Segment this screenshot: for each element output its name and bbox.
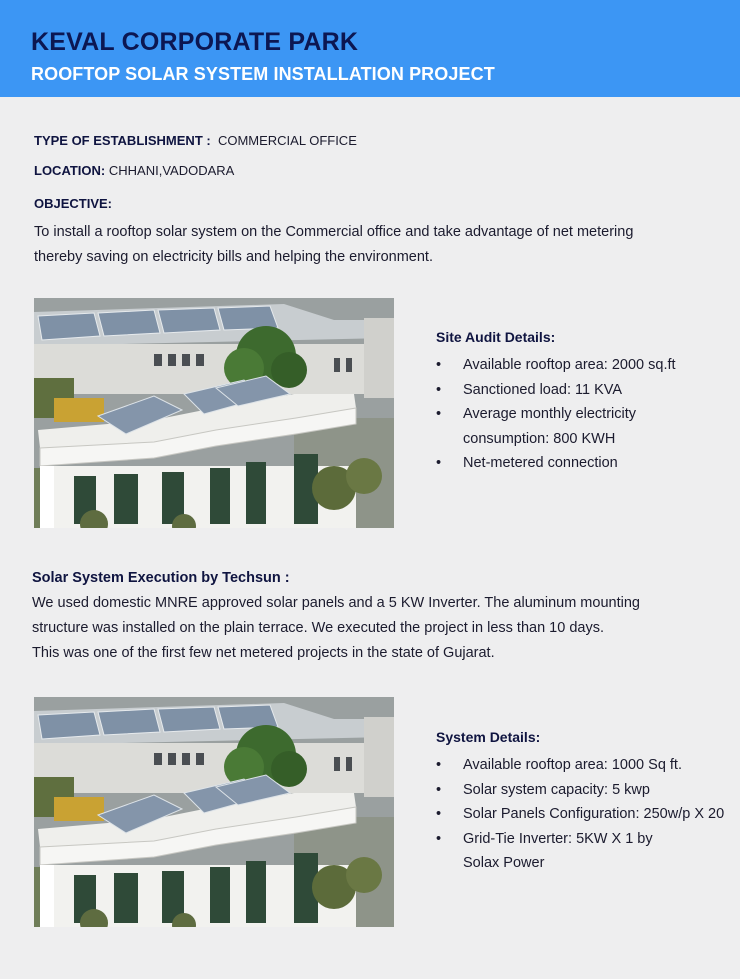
page-title: KEVAL CORPORATE PARK	[31, 28, 359, 56]
bullet-icon: •	[436, 757, 442, 773]
site-audit-title: Site Audit Details:	[436, 329, 556, 345]
building-photo-1-image	[34, 298, 394, 528]
building-photo-1	[34, 298, 394, 528]
establishment-value: COMMERCIAL OFFICE	[217, 133, 357, 148]
execution-line: We used domestic MNRE approved solar panels and a 5 KW Inverter. The aluminum mounting	[32, 595, 640, 611]
objective-row	[34, 196, 112, 211]
list-item: • Net-metered connection	[436, 451, 736, 476]
execution-text	[32, 591, 722, 666]
list-item: • Average monthly electricity consumption: 800 KWH	[436, 402, 686, 451]
page-subtitle: ROOFTOP SOLAR SYSTEM INSTALLATION PROJECT	[31, 64, 495, 84]
list-item: • Sanctioned load: 11 KVA	[436, 378, 736, 403]
system-details-list	[436, 753, 736, 876]
execution-line: This was one of the first few net metered projects in the state of Gujarat.	[32, 645, 495, 661]
list-item: • Solar system capacity: 5 kwp	[436, 778, 736, 803]
building-photo-2	[34, 697, 394, 927]
list-item: • Available rooftop area: 1000 Sq ft.	[436, 753, 736, 778]
bullet-icon: •	[436, 381, 442, 398]
location-row	[34, 163, 234, 178]
establishment-label: TYPE OF ESTABLISHMENT :	[34, 133, 211, 148]
objective-label: OBJECTIVE:	[34, 196, 113, 211]
site-audit-list	[436, 353, 736, 476]
location-value: CHHANI,VADODARA	[108, 163, 235, 178]
bullet-icon: •	[436, 806, 442, 822]
bullet-icon: •	[436, 406, 442, 422]
bullet-icon: •	[436, 781, 442, 798]
system-details-title: System Details:	[436, 729, 541, 745]
list-item: • Solar Panels Configuration: 250w/p X 20	[436, 802, 726, 827]
building-photo-2-image	[34, 697, 394, 927]
system-details	[436, 729, 736, 876]
bullet-icon: •	[436, 455, 442, 471]
objective-text: To install a rooftop solar system on the Commercial office and take advantage of net metering thereby saving on electricity bills and helping the environment.	[34, 224, 634, 265]
list-item: • Available rooftop area: 2000 sq.ft	[436, 353, 736, 378]
bullet-icon: •	[436, 830, 442, 847]
header-banner	[0, 0, 740, 97]
establishment-row	[34, 133, 357, 148]
location-label: LOCATION:	[34, 163, 106, 178]
list-item: • Grid-Tie Inverter: 5KW X 1 by Solax Power	[436, 827, 686, 876]
bullet-icon: •	[436, 357, 442, 373]
execution-title: Solar System Execution by Techsun :	[32, 570, 290, 586]
site-audit-details	[436, 329, 736, 476]
execution-line: structure was installed on the plain terrace. We executed the project in less than 10 days.	[32, 620, 604, 636]
